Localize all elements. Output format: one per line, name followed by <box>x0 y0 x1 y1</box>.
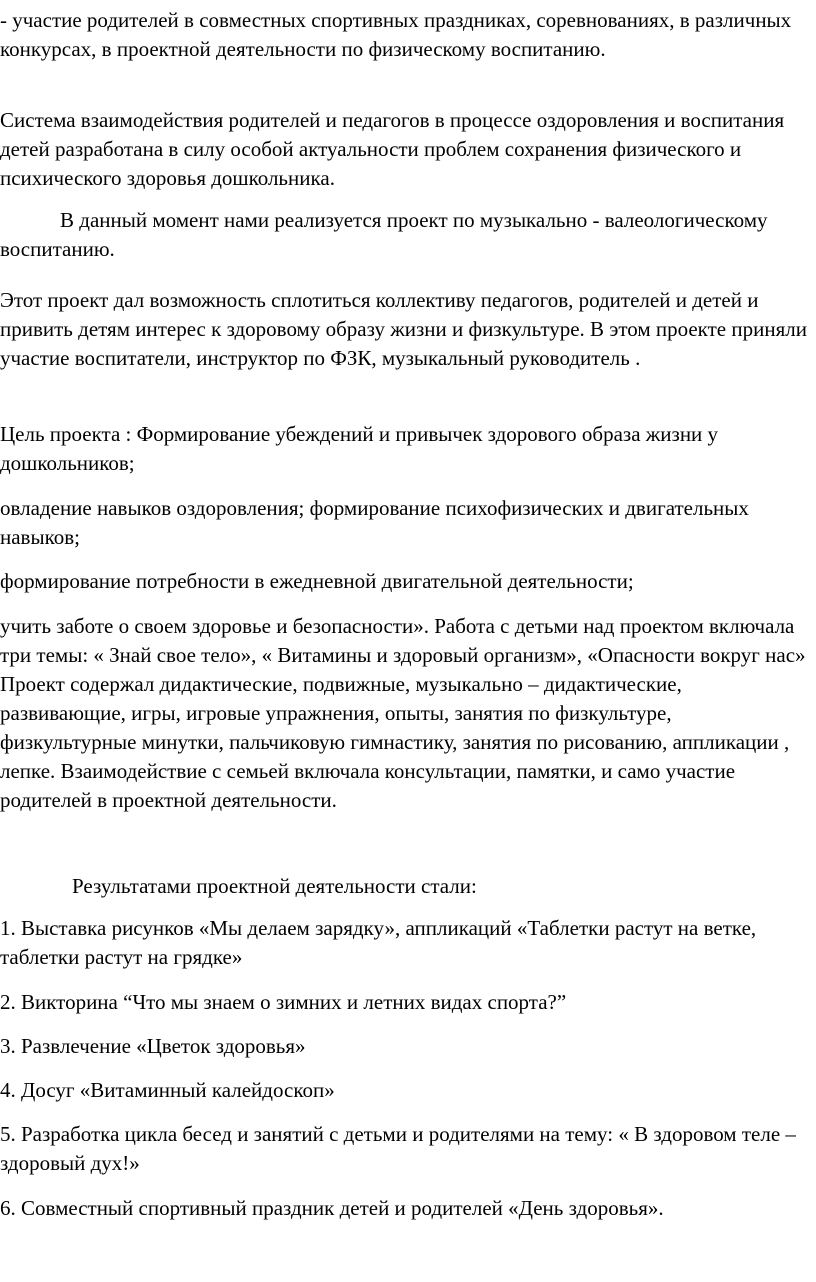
paragraph-project-goal: Цель проекта : Формирование убеждений и привычек здорового образа жизни у дошкольников; <box>0 422 719 475</box>
paragraph-project-work: учить заботе о своем здоровье и безопасности». Работа с детьми над проектом включала три темы: « Знай свое тело», « Витамины и здоровый организм», «Опасности вокруг нас» Проект содержал дидактические, подвижные, музыкально – дидактические, развивающие, игры, игровые упражнения, опыты, занятия по физкультуре, физкультурные минутки, пальчиковую гимнастику, занятия по рисованию, аппликации , лепке. Взаимодействие с семьей включала консультации, памятки, и само участие родителей в проектной деятельности. <box>0 614 806 812</box>
list-item-result-4: 4. Досуг «Витаминный калейдоскоп» <box>0 1078 335 1102</box>
paragraph-skills: овладение навыков оздоровления; формирование психофизических и двигательных навыков; <box>0 496 749 549</box>
paragraph-activity-need: формирование потребности в ежедневной двигательной деятельности; <box>0 569 634 593</box>
list-item-result-2: 2. Викторина “Что мы знаем о зимних и летних видах спорта?” <box>0 990 567 1014</box>
paragraph-results-heading: Результатами проектной деятельности стали: <box>72 874 477 898</box>
list-item-result-5: 5. Разработка цикла бесед и занятий с детьми и родителями на тему: « В здоровом теле – здоровый дух!» <box>0 1122 796 1175</box>
paragraph-interaction-system: Система взаимодействия родителей и педагогов в процессе оздоровления и воспитания детей разработана в силу особой актуальности проблем сохранения физического и психического здоровья дошкольника. <box>0 108 785 190</box>
paragraph-current-project: В данный момент нами реализуется проект по музыкально - валеологическому воспитанию. <box>0 208 768 261</box>
list-item-result-6: 6. Совместный спортивный праздник детей и родителей «День здоровья». <box>0 1196 664 1220</box>
list-item-result-3: 3. Развлечение «Цветок здоровья» <box>0 1034 306 1058</box>
paragraph-project-opportunity: Этот проект дал возможность сплотиться коллективу педагогов, родителей и детей и привить детям интерес к здоровому образу жизни и физкультуре. В этом проекте приняли участие воспитатели, инструктор по ФЗК, музыкальный руководитель . <box>0 288 807 370</box>
paragraph-parent-participation: - участие родителей в совместных спортивных праздниках, соревнованиях, в различных конкурсах, в проектной деятельности по физическому воспитанию. <box>0 8 792 61</box>
list-item-result-1: 1. Выставка рисунков «Мы делаем зарядку», аппликаций «Таблетки растут на ветке, таблетки растут на грядке» <box>0 916 757 969</box>
